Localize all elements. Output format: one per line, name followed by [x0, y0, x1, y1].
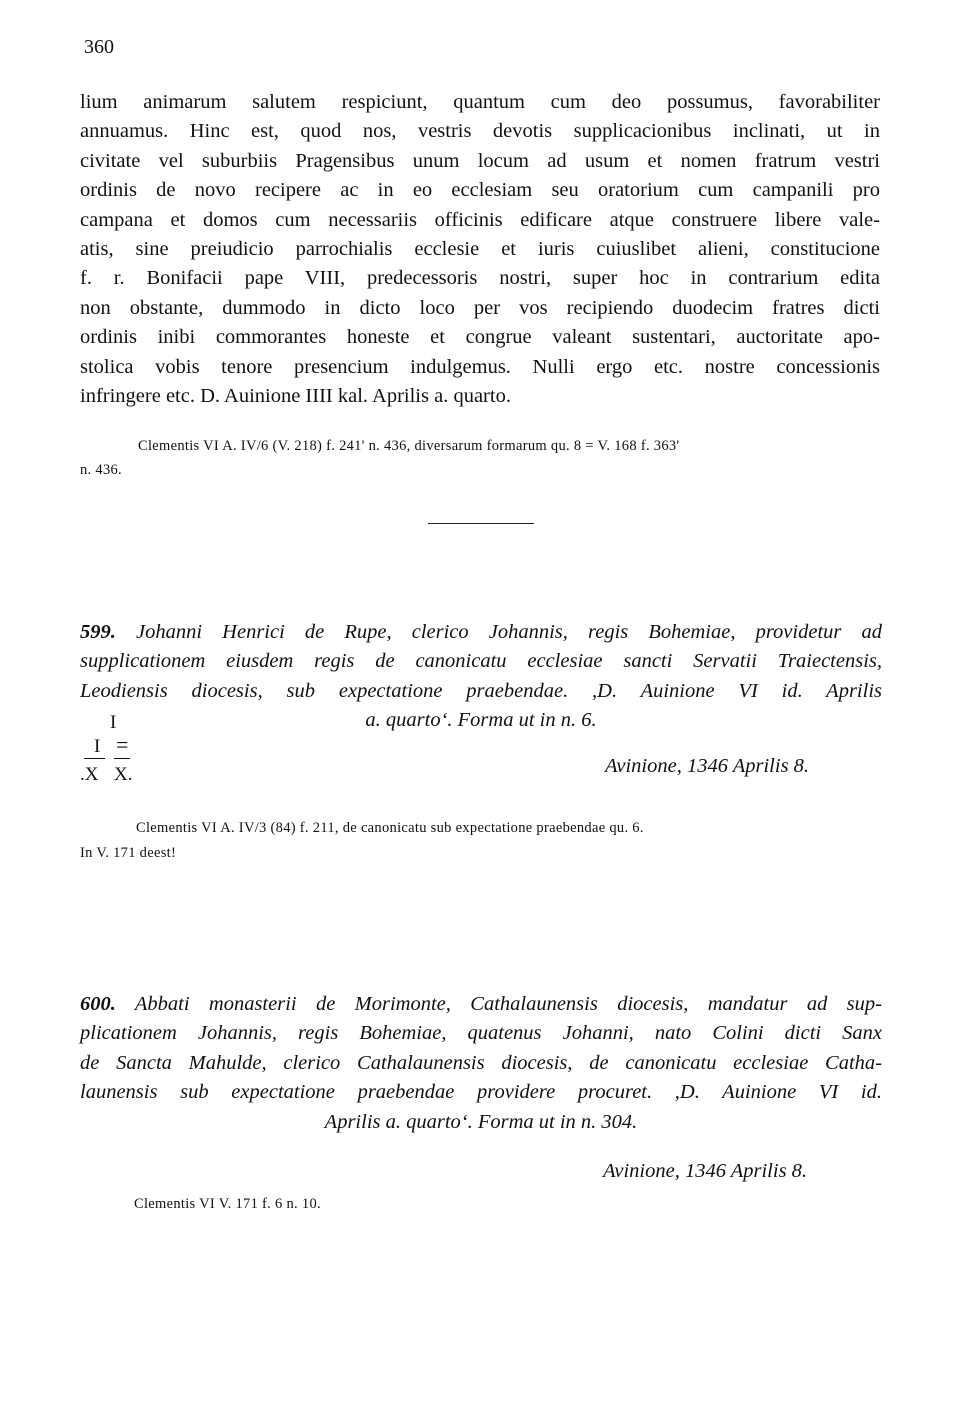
continued-letter-text: [80, 88, 880, 411]
regest-line: 599. Johanni Henrici de Rupe, clerico Johannis, regis Bohemiae, providetur ad: [80, 621, 882, 643]
regest-line: a. quarto‘. Forma ut in n. 6.: [365, 709, 597, 732]
entry-600-source-note: Clementis VI V. 171 f. 6 n. 10.: [134, 1196, 321, 1212]
text-line: atis, sine preiudicio parrochialis ecclesie et iuris cuiuslibet alieni, constitucione: [80, 238, 880, 261]
sigla-top: I: [110, 712, 117, 733]
regest-line: Aprilis a. quarto‘. Forma ut in n. 304.: [324, 1110, 638, 1133]
text-line: civitate vel suburbiis Pragensibus unum locum ad usum et nomen fratrum vestri: [80, 149, 880, 172]
text-line: ordinis inibi commorantes honeste et congrue valeant sustentari, auctoritate apo-: [80, 326, 880, 349]
text-line: infringere etc. D. Auinione IIII kal. Aprilis a. quarto.: [80, 385, 511, 408]
regest-line: supplicationem eiusdem regis de canonicatu ecclesiae sancti Servatii Traiectensis,: [80, 650, 882, 673]
page-number: 360: [84, 36, 114, 58]
text-line: stolica vobis tenore presencium indulgemus. Nulli ergo etc. nostre concessionis: [80, 355, 880, 378]
sigla-left: I: [84, 736, 105, 759]
sigla-bottom-left: .X: [80, 764, 99, 785]
text-line: non obstante, dummodo in dicto loco per vos recipiendo duodecim fratres dicti: [80, 296, 880, 319]
regest-line: de Sancta Mahulde, clerico Cathalaunensis diocesis, de canonicatu ecclesiae Catha-: [80, 1051, 882, 1074]
entry-600-regest: [80, 990, 882, 1137]
sigla-bottom-right: X.: [114, 764, 133, 785]
source-note-436-line1: Clementis VI A. IV/6 (V. 218) f. 241' n. 436, diversarum formarum qu. 8 = V. 168 f. 363': [138, 438, 680, 454]
register-sigla: [80, 712, 190, 792]
entry-number: 600.: [80, 993, 116, 1015]
regest-line: launensis sub expectatione praebendae providere procuret. ,D. Auinione VI id.: [80, 1081, 882, 1104]
regest-line: 600. Abbati monasterii de Morimonte, Cathalaunensis diocesis, mandatur ad sup-: [80, 993, 882, 1015]
section-separator: [428, 523, 534, 524]
entry-number: 599.: [80, 621, 116, 643]
text-line: campana et domos cum necessariis officinis edificare atque construere libere vale-: [80, 208, 880, 231]
sigla-right: =: [116, 732, 129, 757]
entry-599-regest: [80, 618, 882, 736]
entry-600-dating: Avinione, 1346 Aprilis 8.: [603, 1160, 808, 1182]
regest-line: Leodiensis diocesis, sub expectatione praebendae. ,D. Auinione VI id. Aprilis: [80, 679, 882, 702]
entry-599-source-note: Clementis VI A. IV/3 (84) f. 211, de canonicatu sub expectatione praebendae qu. 6.: [136, 820, 644, 836]
text-line: lium animarum salutem respiciunt, quantum cum deo possumus, favorabiliter: [80, 91, 880, 113]
text-line: ordinis de novo recipere ac in eo ecclesiam seu oratorium cum campanili pro: [80, 179, 880, 202]
text-line: f. r. Bonifacii pape VIII, predecessoris nostri, super hoc in contrarium edita: [80, 267, 880, 290]
entry-599-source-remark: In V. 171 deest!: [80, 845, 177, 861]
source-note-436-line2: n. 436.: [80, 462, 122, 478]
entry-599-dating: Avinione, 1346 Aprilis 8.: [605, 755, 810, 777]
text-line: annuamus. Hinc est, quod nos, vestris devotis supplicacionibus inclinati, ut in: [80, 120, 880, 143]
regest-line: plicationem Johannis, regis Bohemiae, quatenus Johanni, nato Colini dicti Sanx: [80, 1022, 882, 1045]
